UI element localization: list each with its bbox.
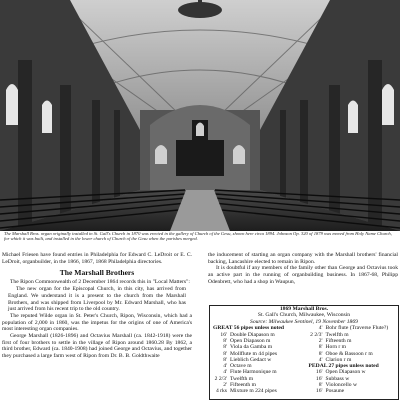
stop-pitch: 8' xyxy=(318,344,323,351)
right-text-column xyxy=(208,252,398,286)
paragraph: Michael Friesen have found entries in Philadelphia for Edward C. LeDroit or E. C. LeDroit, organbuilder, in the 1866, 1867, 1868 Philadelphia directories. xyxy=(2,252,192,265)
stop-pitch: 16' xyxy=(220,331,227,338)
stop-name: Bohr flute (Traverse Flute?) xyxy=(325,325,389,332)
stoplist-left-column xyxy=(210,325,303,394)
stop-pitch: 16' xyxy=(315,369,323,376)
stoplist-source: Source: Milwaukee Sentinel, 19 November 1869 xyxy=(250,318,358,325)
stop-name: Open Diapason m xyxy=(230,337,271,344)
paragraph: The reputed Wilde organ in St. Peter's Church, Ripon, Wisconsin, which had a population of 2,000 in 1860, was the impetus for the origins of one of America's most interesting organ companies. xyxy=(2,312,192,333)
stop-name: Open Diapason w xyxy=(325,369,366,376)
stop-name: Violoncello w xyxy=(325,382,358,389)
stop-pitch: 2' xyxy=(318,337,323,344)
stop-pitch: 8' xyxy=(223,356,227,363)
organ-stoplist-box xyxy=(209,305,399,400)
section-heading: The Marshall Brothers xyxy=(59,268,135,278)
stoplist-row xyxy=(309,388,399,394)
stop-pitch: 4' xyxy=(318,325,323,332)
stop-name: Oboe & Bassoon r m xyxy=(325,350,373,357)
stoplist-right-column xyxy=(303,325,399,394)
stop-name: Flute Harmonique m xyxy=(230,369,277,376)
stop-pitch: 8' xyxy=(318,350,323,357)
stop-pitch: 2 2/3' xyxy=(214,375,227,382)
paragraph: George Marshall (1826-1896) and Octavius Marshall (ca. 1842-1918) were the first of four brothers to settle in the village of Ripon around 1860.28 By 1862, a third brother, Edward (ca. 1840-1908) had joined George and Octavius, and together they purchased a large farm west of Ripon from Dr. B. B. Goldthwaite xyxy=(2,333,192,360)
stop-name: Double Diapason m xyxy=(230,331,275,338)
stop-pitch: 4' xyxy=(223,363,227,370)
stop-name: Fifteenth m xyxy=(325,337,352,344)
stop-pitch: 8' xyxy=(223,337,227,344)
stop-name: Octave m xyxy=(230,363,252,370)
stop-name: Viola da Gamba m xyxy=(230,344,273,351)
stop-pitch: 4 rks xyxy=(215,388,227,395)
left-text-column xyxy=(2,252,192,360)
stoplist-division-heading: PEDAL 27 pipes unless noted xyxy=(308,363,379,370)
stoplist-church: St. Gall's Church, Milwaukee, Wisconsin xyxy=(257,312,351,319)
paragraph: the inducement of starting an organ company with the Marshall brothers' financial backing, Lancashire elected to remain in Ripon. xyxy=(208,252,398,265)
stop-pitch: 2 2/3' xyxy=(310,331,323,338)
stoplist-header xyxy=(210,306,398,325)
photo-caption: The Marshall Bros. organ originally installed in St. Gall's Church in 1870 was erected in the gallery of Church of the Gesu, shown here circa 1894. Johnson Op. 320 of 1879 was moved from Holy Name Church, for which it was built, and installed in the lower church of Church of the Gesu when the parishes merged. xyxy=(4,231,392,242)
stop-pitch: 8' xyxy=(223,344,227,351)
stop-name: Posaune xyxy=(325,388,345,395)
paragraph: The Ripon Commonwealth of 2 December 1864 records this in "Local Matters": xyxy=(10,279,190,286)
stop-pitch: 16' xyxy=(315,375,323,382)
stop-name: Clarion r m xyxy=(325,356,352,363)
stop-name: Lieblich Gedact w xyxy=(230,356,272,363)
stop-name: Subbass w xyxy=(325,375,350,382)
stop-name: Fifteenth m xyxy=(230,382,256,389)
stop-pitch: 4' xyxy=(318,356,323,363)
stop-pitch: 8' xyxy=(223,350,227,357)
stop-name: Twelfth m xyxy=(230,375,254,382)
stop-name: Mixture m 224 pipes xyxy=(230,388,277,395)
stoplist-title: 1869 Marshall Bros. xyxy=(279,306,329,312)
stop-name: Twelfth m xyxy=(325,331,349,338)
stop-name: Horn r m xyxy=(325,344,347,351)
stoplist-row xyxy=(213,388,303,394)
stop-pitch: 2' xyxy=(223,382,227,389)
stop-pitch: 8' xyxy=(318,382,323,389)
paragraph: It is doubtful if any members of the family other than George and Octavius took an active part in the running of organbuilding business. In 1867-68, Philipp Odenbrett, who had a shop in Waupun, xyxy=(208,265,398,285)
stop-name: Mollflute m 44 pipes xyxy=(230,350,278,357)
stoplist-division-heading: GREAT 56 pipes unless noted xyxy=(213,325,284,332)
block-quote: The new organ for the Episcopal Church, in this city, has arrived from England. We understand it is a present to the church from the Marshall Brothers, and was shipped from Liverpool by Mr. Edward Marshall, who has just arrived from his recent trip to the old country. xyxy=(8,286,186,313)
stop-pitch: 4' xyxy=(223,369,227,376)
stop-pitch: 16' xyxy=(315,388,323,395)
